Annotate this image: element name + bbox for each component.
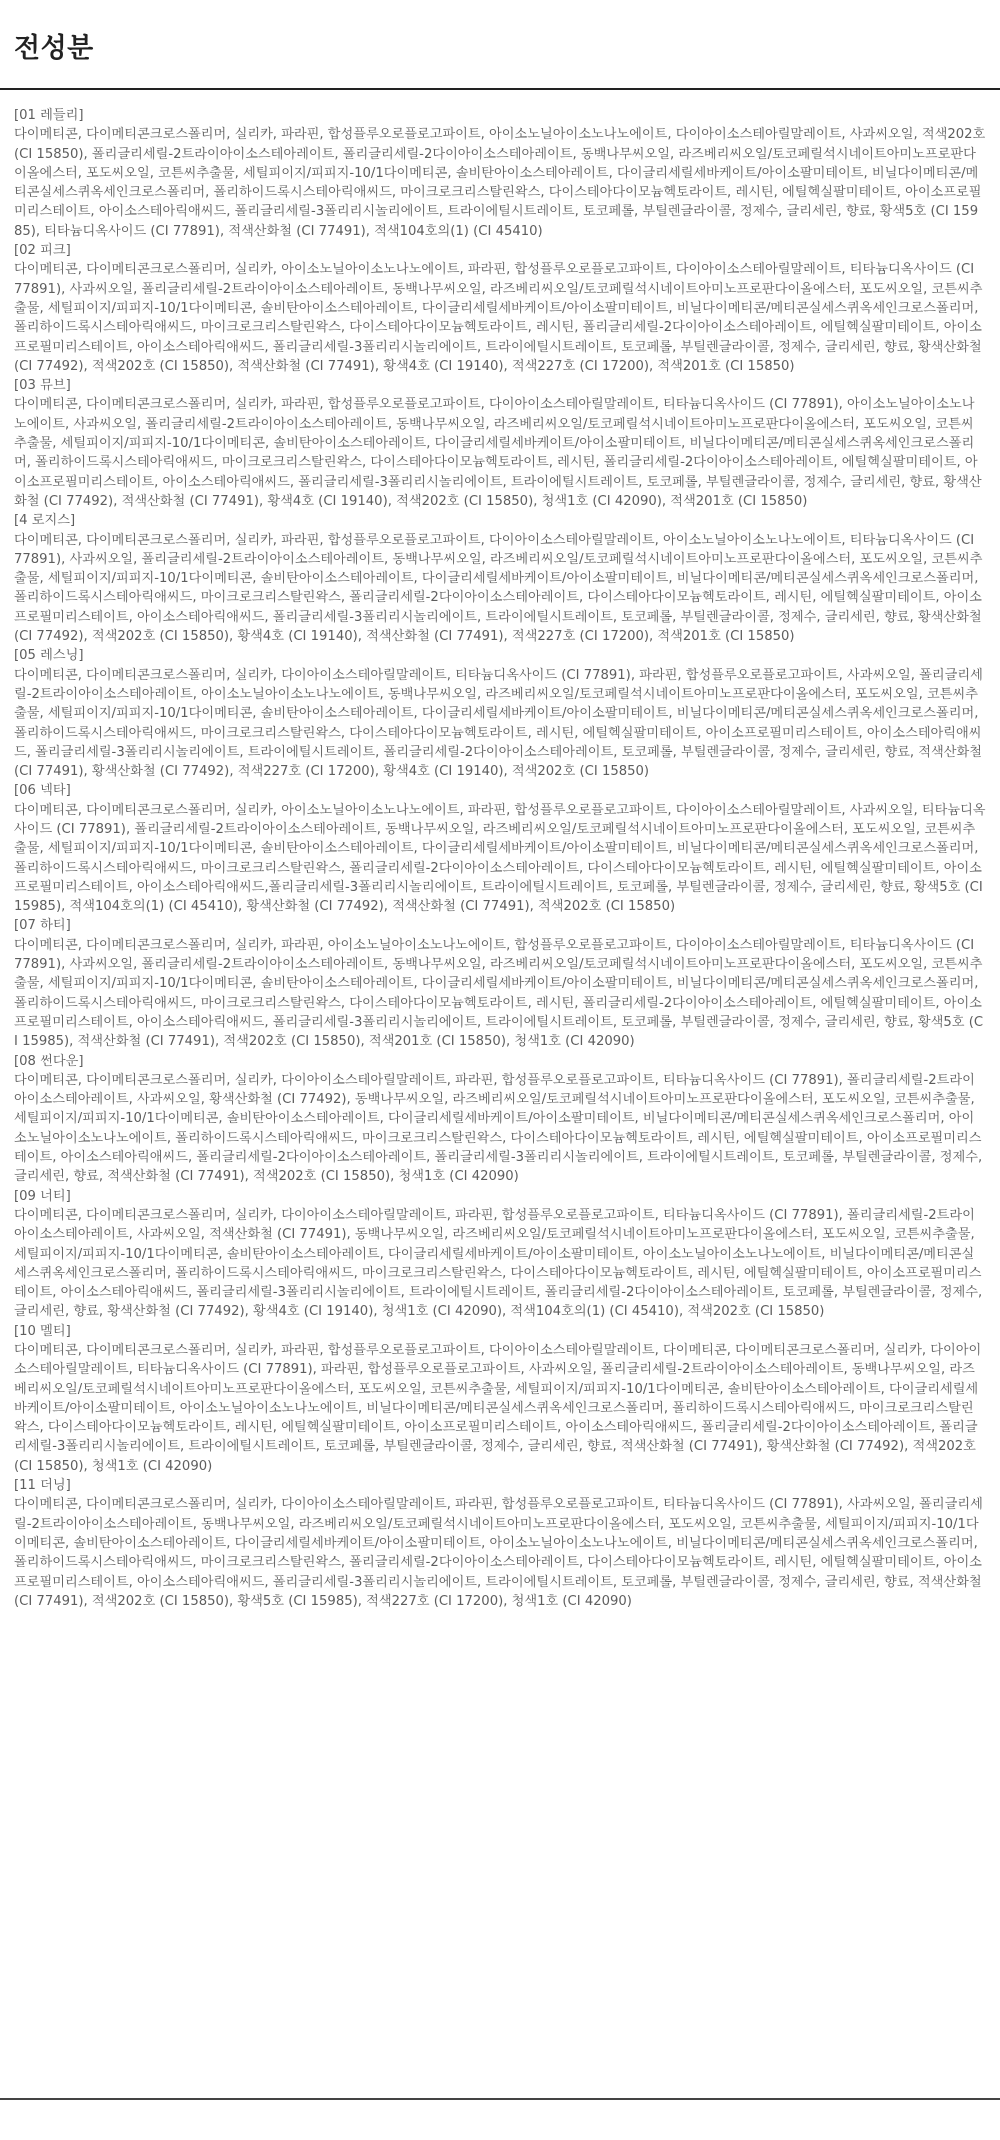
section-title: [09 너티] xyxy=(14,1188,71,1204)
section-ingredients: 다이메티콘, 다이메티콘크로스폴리머, 실리카, 다이아이소스테아릴말레이트, 파라핀, 합성플루오로플로고파이트, 티타늄디옥사이드 (CI 77891), 사과씨오일, 폴리글리세릴-2트라이아이소스테아레이트, 동백나무씨오일, 라즈베리씨오일/토코페릴석시네이트아미노프로판다이올에스터, 포도씨오일, 코튼씨추출물, 세틸피이지/피피지-10/1다이메티콘, 솔비탄아이소스테아레이트, 다이글리세릴세바케이트/아이소팔미테이트, 아이소노닐아이소노나노에이트, 비닐다이메티콘/메티콘실세스퀴옥세인크로스폴리머, 폴리하이드록시스테아릭애씨드, 마이크로크리스탈린왁스, 폴리글리세릴-2다이아이소스테아레이트, 다이스테아다이모늄헥토라이트, 레시틴, 에틸헥실팔미테이트, 아이소프로필미리스테이트, 아이소스테아릭애씨드, 폴리글리세릴-3폴리리시놀리에이트, 트라이에틸시트레이트, 토코페롤, 부틸렌글라이콜, 정제수, 글리세린, 향료, 적색산화철 (CI 77491), 적색202호 (CI 15850), 황색5호 (CI 15985), 적색227호 (CI 17200), 청색1호 (CI 42090) xyxy=(14,1497,983,1609)
section-title: [11 더닝] xyxy=(14,1478,71,1494)
section-ingredients: 다이메티콘, 다이메티콘크로스폴리머, 실리카, 파라핀, 합성플루오로플로고파이트, 다이아이소스테아릴말레이트, 아이소노닐아이소노나노에이트, 티타늄디옥사이드 (CI 77891), 사과씨오일, 폴리글리세릴-2트라이아이소스테아레이트, 동백나무씨오일, 라즈베리씨오일/토코페릴석시네이트아미노프로판다이올에스터, 포도씨오일, 코튼씨추출물, 세틸피이지/피피지-10/1다이메티콘, 솔비탄아이소스테아레이트, 다이글리세릴세바케이트/아이소팔미테이트, 비닐다이메티콘/메티콘실세스퀴옥세인크로스폴리머, 폴리하이드록시스테아릭애씨드, 마이크로크리스탈린왁스, 폴리글리세릴-2다이아이소스테아레이트, 다이스테아다이모늄헥토라이트, 레시틴, 에틸헥실팔미테이트, 아이소프로필미리스테이트, 아이소스테아릭애씨드, 폴리글리세릴-3폴리리시놀리에이트, 트라이에틸시트레이트, 토코페롤, 부틸렌글라이콜, 정제수, 글리세린, 향료, 황색산화철 (CI 77492), 적색202호 (CI 15850), 황색4호 (CI 19140), 적색산화철 (CI 77491), 적색227호 (CI 17200), 적색201호 (CI 15850) xyxy=(14,532,983,645)
section-title: [06 넥타] xyxy=(14,783,71,799)
section-ingredients: 다이메티콘, 다이메티콘크로스폴리머, 실리카, 아이소노닐아이소노나노에이트, 파라핀, 합성플루오로플로고파이트, 다이아이소스테아릴말레이트, 티타늄디옥사이드 (CI 77891), 사과씨오일, 폴리글리세릴-2트라이아이소스테아레이트, 동백나무씨오일, 라즈베리씨오일/토코페릴석시네이트아미노프로판다이올에스터, 포도씨오일, 코튼씨추출물, 세틸피이지/피피지-10/1다이메티콘, 솔비탄아이소스테아레이트, 다이글리세릴세바케이트/아이소팔미테이트, 비닐다이메티콘/메티콘실세스퀴옥세인크로스폴리머, 폴리하이드록시스테아릭애씨드, 마이크로크리스탈린왁스, 다이스테아다이모늄헥토라이트, 레시틴, 폴리글리세릴-2다이아이소스테아레이트, 에틸헥실팔미테이트, 아이소프로필미리스테이트, 아이소스테아릭애씨드, 폴리글리세릴-3폴리리시놀리에이트, 트라이에틸시트레이트, 토코페롤, 부틸렌글라이콜, 정제수, 글리세린, 향료, 황색산화철 (CI 77492), 적색202호 (CI 15850), 적색산화철 (CI 77491), 황색4호 (CI 19140), 적색227호 (CI 17200), 적색201호 (CI 15850) xyxy=(14,262,983,374)
ingredient-section-03 xyxy=(14,376,986,511)
section-ingredients: 다이메티콘, 다이메티콘크로스폴리머, 실리카, 아이소노닐아이소노나노에이트, 파라핀, 합성플루오로플로고파이트, 다이아이소스테아릴말레이트, 사과씨오일, 티타늄디옥사이드 (CI 77891), 폴리글리세릴-2트라이아이소스테아레이트, 동백나무씨오일, 라즈베리씨오일/토코페릴석시네이트아미노프로판다이올에스터, 포도씨오일, 코튼씨추출물, 세틸피이지/피피지-10/1다이메티콘, 솔비탄아이소스테아레이트, 다이글리세릴세바케이트/아이소팔미테이트, 비닐다이메티콘/메티콘실세스퀴옥세인크로스폴리머, 폴리하이드록시스테아릭애씨드, 마이크로크리스탈린왁스, 폴리글리세릴-2다이아이소스테아레이트, 다이스테아다이모늄헥토라이트, 레시틴, 에틸헥실팔미테이트, 아이소프로필미리스테이트, 아이소스테아릭애씨드,폴리글리세릴-3폴리리시놀리에이트, 트라이에틸시트레이트, 토코페롤, 부틸렌글라이콜, 정제수, 글리세린, 향료, 황색5호 (CI 15985), 적색104호의(1) (CI 45410), 황색산화철 (CI 77492), 적색산화철 (CI 77491), 적색202호 (CI 15850) xyxy=(14,802,986,915)
section-title: [07 하티] xyxy=(14,918,71,934)
section-title: [08 썬다운] xyxy=(14,1053,84,1069)
section-title: [4 로지스] xyxy=(14,513,76,529)
ingredients-content xyxy=(14,106,986,1611)
section-ingredients: 다이메티콘, 다이메티콘크로스폴리머, 실리카, 파라핀, 아이소노닐아이소노나노에이트, 합성플루오로플로고파이트, 다이아이소스테아릴말레이트, 티타늄디옥사이드 (CI 77891), 사과씨오일, 폴리글리세릴-2트라이아이소스테아레이트, 동백나무씨오일, 라즈베리씨오일/토코페릴석시네이트아미노프로판다이올에스터, 포도씨오일, 코튼씨추출물, 세틸피이지/피피지-10/1다이메티콘, 솔비탄아이소스테아레이트, 다이글리세릴세바케이트/아이소팔미테이트, 비닐다이메티콘/메티콘실세스퀴옥세인크로스폴리머, 폴리하이드록시스테아릭애씨드, 마이크로크리스탈린왁스, 다이스테아다이모늄헥토라이트, 레시틴, 폴리글리세릴-2다이아이소스테아레이트, 에틸헥실팔미테이트, 아이소프로필미리스테이트, 아이소스테아릭애씨드, 폴리글리세릴-3폴리리시놀리에이트, 트라이에틸시트레이트, 토코페롤, 부틸렌글라이콜, 정제수, 글리세린, 향료, 황색5호 (CI 15985), 적색산화철 (CI 77491), 적색202호 (CI 15850), 적색201호 (CI 15850), 청색1호 (CI 42090) xyxy=(14,937,984,1050)
section-ingredients: 다이메티콘, 다이메티콘크로스폴리머, 실리카, 파라핀, 합성플루오로플로고파이트, 아이소노닐아이소노나노에이트, 다이아이소스테아릴말레이트, 사과씨오일, 적색202호 (CI 15850), 폴리글리세릴-2트라이아이소스테아레이트, 폴리글리세릴-2다이아이소스테아레이트, 동백나무씨오일, 라즈베리씨오일/토코페릴석시네이트아미노프로판다이올에스터, 포도씨오일, 코튼씨추출물, 세틸피이지/피피지-10/1다이메티콘, 솔비탄아이소스테아레이트, 다이글리세릴세바케이트/아이소팔미테이트, 비닐다이메티콘/메티콘실세스퀴옥세인크로스폴리머, 폴리하이드록시스테아릭애씨드, 마이크로크리스탈린왁스, 다이스테아다이모늄헥토라이트, 레시틴, 에틸헥실팔미테이트, 아이소프로필미리스테이트, 아이소스테아릭애씨드, 폴리글리세릴-3폴리리시놀리에이트, 트라이에틸시트레이트, 토코페롤, 부틸렌글라이콜, 정제수, 글리세린, 향료, 황색5호 (CI 15985), 티타늄디옥사이드 (CI 77891), 적색산화철 (CI 77491), 적색104호의(1) (CI 45410) xyxy=(14,127,986,239)
ingredient-section-04 xyxy=(14,511,986,646)
ingredient-section-11 xyxy=(14,1476,986,1611)
section-title: [10 멜티] xyxy=(14,1323,71,1339)
section-ingredients: 다이메티콘, 다이메티콘크로스폴리머, 실리카, 다이아이소스테아릴말레이트, 파라핀, 합성플루오로플로고파이트, 티타늄디옥사이드 (CI 77891), 폴리글리세릴-2트라이아이소스테아레이트, 사과씨오일, 황색산화철 (CI 77492), 동백나무씨오일, 라즈베리씨오일/토코페릴석시네이트아미노프로판다이올에스터, 포도씨오일, 코튼씨추출물, 세틸피이지/피피지-10/1다이메티콘, 솔비탄아이소스테아레이트, 다이글리세릴세바케이트/아이소팔미테이트, 비닐다이메티콘/메티콘실세스퀴옥세인크로스폴리머, 아이소노닐아이소노나노에이트, 폴리하이드록시스테아릭애씨드, 마이크로크리스탈린왁스, 다이스테아다이모늄헥토라이트, 레시틴, 에틸헥실팔미테이트, 아이소프로필미리스테이트, 아이소스테아릭애씨드, 폴리글리세릴-2다이아이소스테아레이트, 폴리글리세릴-3폴리리시놀리에이트, 트라이에틸시트레이트, 토코페롤, 부틸렌글라이콜, 정제수, 글리세린, 향료, 적색산화철 (CI 77491), 적색202호 (CI 15850), 청색1호 (CI 42090) xyxy=(14,1072,983,1185)
page-header xyxy=(0,0,1000,90)
section-ingredients: 다이메티콘, 다이메티콘크로스폴리머, 실리카, 파라핀, 합성플루오로플로고파이트, 다이아이소스테아릴말레이트, 티타늄디옥사이드 (CI 77891), 아이소노닐아이소노나노에이트, 사과씨오일, 폴리글리세릴-2트라이아이소스테아레이트, 동백나무씨오일, 라즈베리씨오일/토코페릴석시네이트아미노프로판다이올에스터, 포도씨오일, 코튼씨추출물, 세틸피이지/피피지-10/1다이메티콘, 솔비탄아이소스테아레이트, 다이글리세릴세바케이트/아이소팔미테이트, 비닐다이메티콘/메티콘실세스퀴옥세인크로스폴리머, 폴리하이드록시스테아릭애씨드, 마이크로크리스탈린왁스, 다이스테아다이모늄헥토라이트, 레시틴, 폴리글리세릴-2다이아이소스테아레이트, 에틸헥실팔미테이트, 아이소프로필미리스테이트, 아이소스테아릭애씨드, 폴리글리세릴-3폴리리시놀리에이트, 트라이에틸시트레이트, 토코페롤, 부틸렌글라이콜, 정제수, 글리세린, 향료, 황색산화철 (CI 77492), 적색산화철 (CI 77491), 황색4호 (CI 19140), 적색202호 (CI 15850), 청색1호 (CI 42090), 적색201호 (CI 15850) xyxy=(14,397,982,509)
ingredient-section-05 xyxy=(14,646,986,781)
ingredient-section-02 xyxy=(14,241,986,376)
section-ingredients: 다이메티콘, 다이메티콘크로스폴리머, 실리카, 다이아이소스테아릴말레이트, 파라핀, 합성플루오로플로고파이트, 티타늄디옥사이드 (CI 77891), 폴리글리세릴-2트라이아이소스테아레이트, 사과씨오일, 적색산화철 (CI 77491), 동백나무씨오일, 라즈베리씨오일/토코페릴석시네이트아미노프로판다이올에스터, 포도씨오일, 코튼씨추출물, 세틸피이지/피피지-10/1다이메티콘, 솔비탄아이소스테아레이트, 다이글리세릴세바케이트/아이소팔미테이트, 아이소노닐아이소노나노에이트, 비닐다이메티콘/메티콘실세스퀴옥세인크로스폴리머, 폴리하이드록시스테아릭애씨드, 마이크로크리스탈린왁스, 다이스테아다이모늄헥토라이트, 레시틴, 에틸헥실팔미테이트, 아이소프로필미리스테이트, 아이소스테아릭애씨드, 폴리글리세릴-3폴리리시놀리에이트, 트라이에틸시트레이트, 폴리글리세릴-2다이아이소스테아레이트, 토코페롤, 부틸렌글라이콜, 정제수, 글리세린, 향료, 황색산화철 (CI 77492), 황색4호 (CI 19140), 청색1호 (CI 42090), 적색104호의(1) (CI 45410), 적색202호 (CI 15850) xyxy=(14,1207,983,1320)
section-title: [02 피크] xyxy=(14,243,71,259)
section-ingredients: 다이메티콘, 다이메티콘크로스폴리머, 실리카, 다이아이소스테아릴말레이트, 티타늄디옥사이드 (CI 77891), 파라핀, 합성플루오로플로고파이트, 사과씨오일, 폴리글리세릴-2트라이아이소스테아레이트, 아이소노닐아이소노나노에이트, 동백나무씨오일, 라즈베리씨오일/토코페릴석시네이트아미노프로판다이올에스터, 포도씨오일, 코튼씨추출물, 세틸피이지/피피지-10/1다이메티콘, 솔비탄아이소스테아레이트, 다이글리세릴세바케이트/아이소팔미테이트, 비닐다이메티콘/메티콘실세스퀴옥세인크로스폴리머, 폴리하이드록시스테아릭애씨드, 마이크로크리스탈린왁스, 다이스테아다이모늄헥토라이트, 레시틴, 에틸헥실팔미테이트, 아이소프로필미리스테이트, 아이소스테아릭애씨드, 폴리글리세릴-3폴리리시놀리에이트, 트라이에틸시트레이트, 폴리글리세릴-2다이아이소스테아레이트, 토코페롤, 부틸렌글라이콜, 정제수, 글리세린, 향료, 적색산화철 (CI 77491), 황색산화철 (CI 77492), 적색227호 (CI 17200), 황색4호 (CI 19140), 적색202호 (CI 15850) xyxy=(14,667,983,780)
ingredient-section-10 xyxy=(14,1322,986,1476)
page-title: 전성분 xyxy=(14,33,94,64)
ingredient-section-07 xyxy=(14,916,986,1051)
ingredient-section-08 xyxy=(14,1052,986,1187)
ingredient-section-06 xyxy=(14,781,986,916)
bottom-divider xyxy=(0,2098,1000,2100)
section-title: [01 레들리] xyxy=(14,108,84,123)
ingredient-section-01 xyxy=(14,106,986,241)
section-ingredients: 다이메티콘, 다이메티콘크로스폴리머, 실리카, 파라핀, 합성플루오로플로고파이트, 다이아이소스테아릴말레이트, 다이메티콘, 다이메티콘크로스폴리머, 실리카, 다이아이소스테아릴말레이트, 티타늄디옥사이드 (CI 77891), 파라핀, 합성플루오로플로고파이트, 사과씨오일, 폴리글리세릴-2트라이아이소스테아레이트, 동백나무씨오일, 라즈베리씨오일/토코페릴석시네이트아미노프로판다이올에스터, 포도씨오일, 코튼씨추출물, 세틸피이지/피피지-10/1다이메티콘, 솔비탄아이소스테아레이트, 다이글리세릴세바케이트/아이소팔미테이트, 아이소노닐아이소노나노에이트, 비닐다이메티콘/메티콘실세스퀴옥세인크로스폴리머, 폴리하이드록시스테아릭애씨드, 마이크로크리스탈린왁스, 다이스테아다이모늄헥토라이트, 레시틴, 에틸헥실팔미테이트, 아이소프로필미리스테이트, 아이소스테아릭애씨드, 폴리글리세릴-2다이아이소스테아레이트, 폴리글리세릴-3폴리리시놀리에이트, 트라이에틸시트레이트, 토코페롤, 부틸렌글라이콜, 정제수, 글리세린, 향료, 적색산화철 (CI 77491), 황색산화철 (CI 77492), 적색202호 (CI 15850), 청색1호 (CI 42090) xyxy=(14,1343,982,1474)
section-title: [03 뮤브] xyxy=(14,378,71,394)
section-title: [05 레스닝] xyxy=(14,648,84,664)
ingredient-section-09 xyxy=(14,1187,986,1322)
